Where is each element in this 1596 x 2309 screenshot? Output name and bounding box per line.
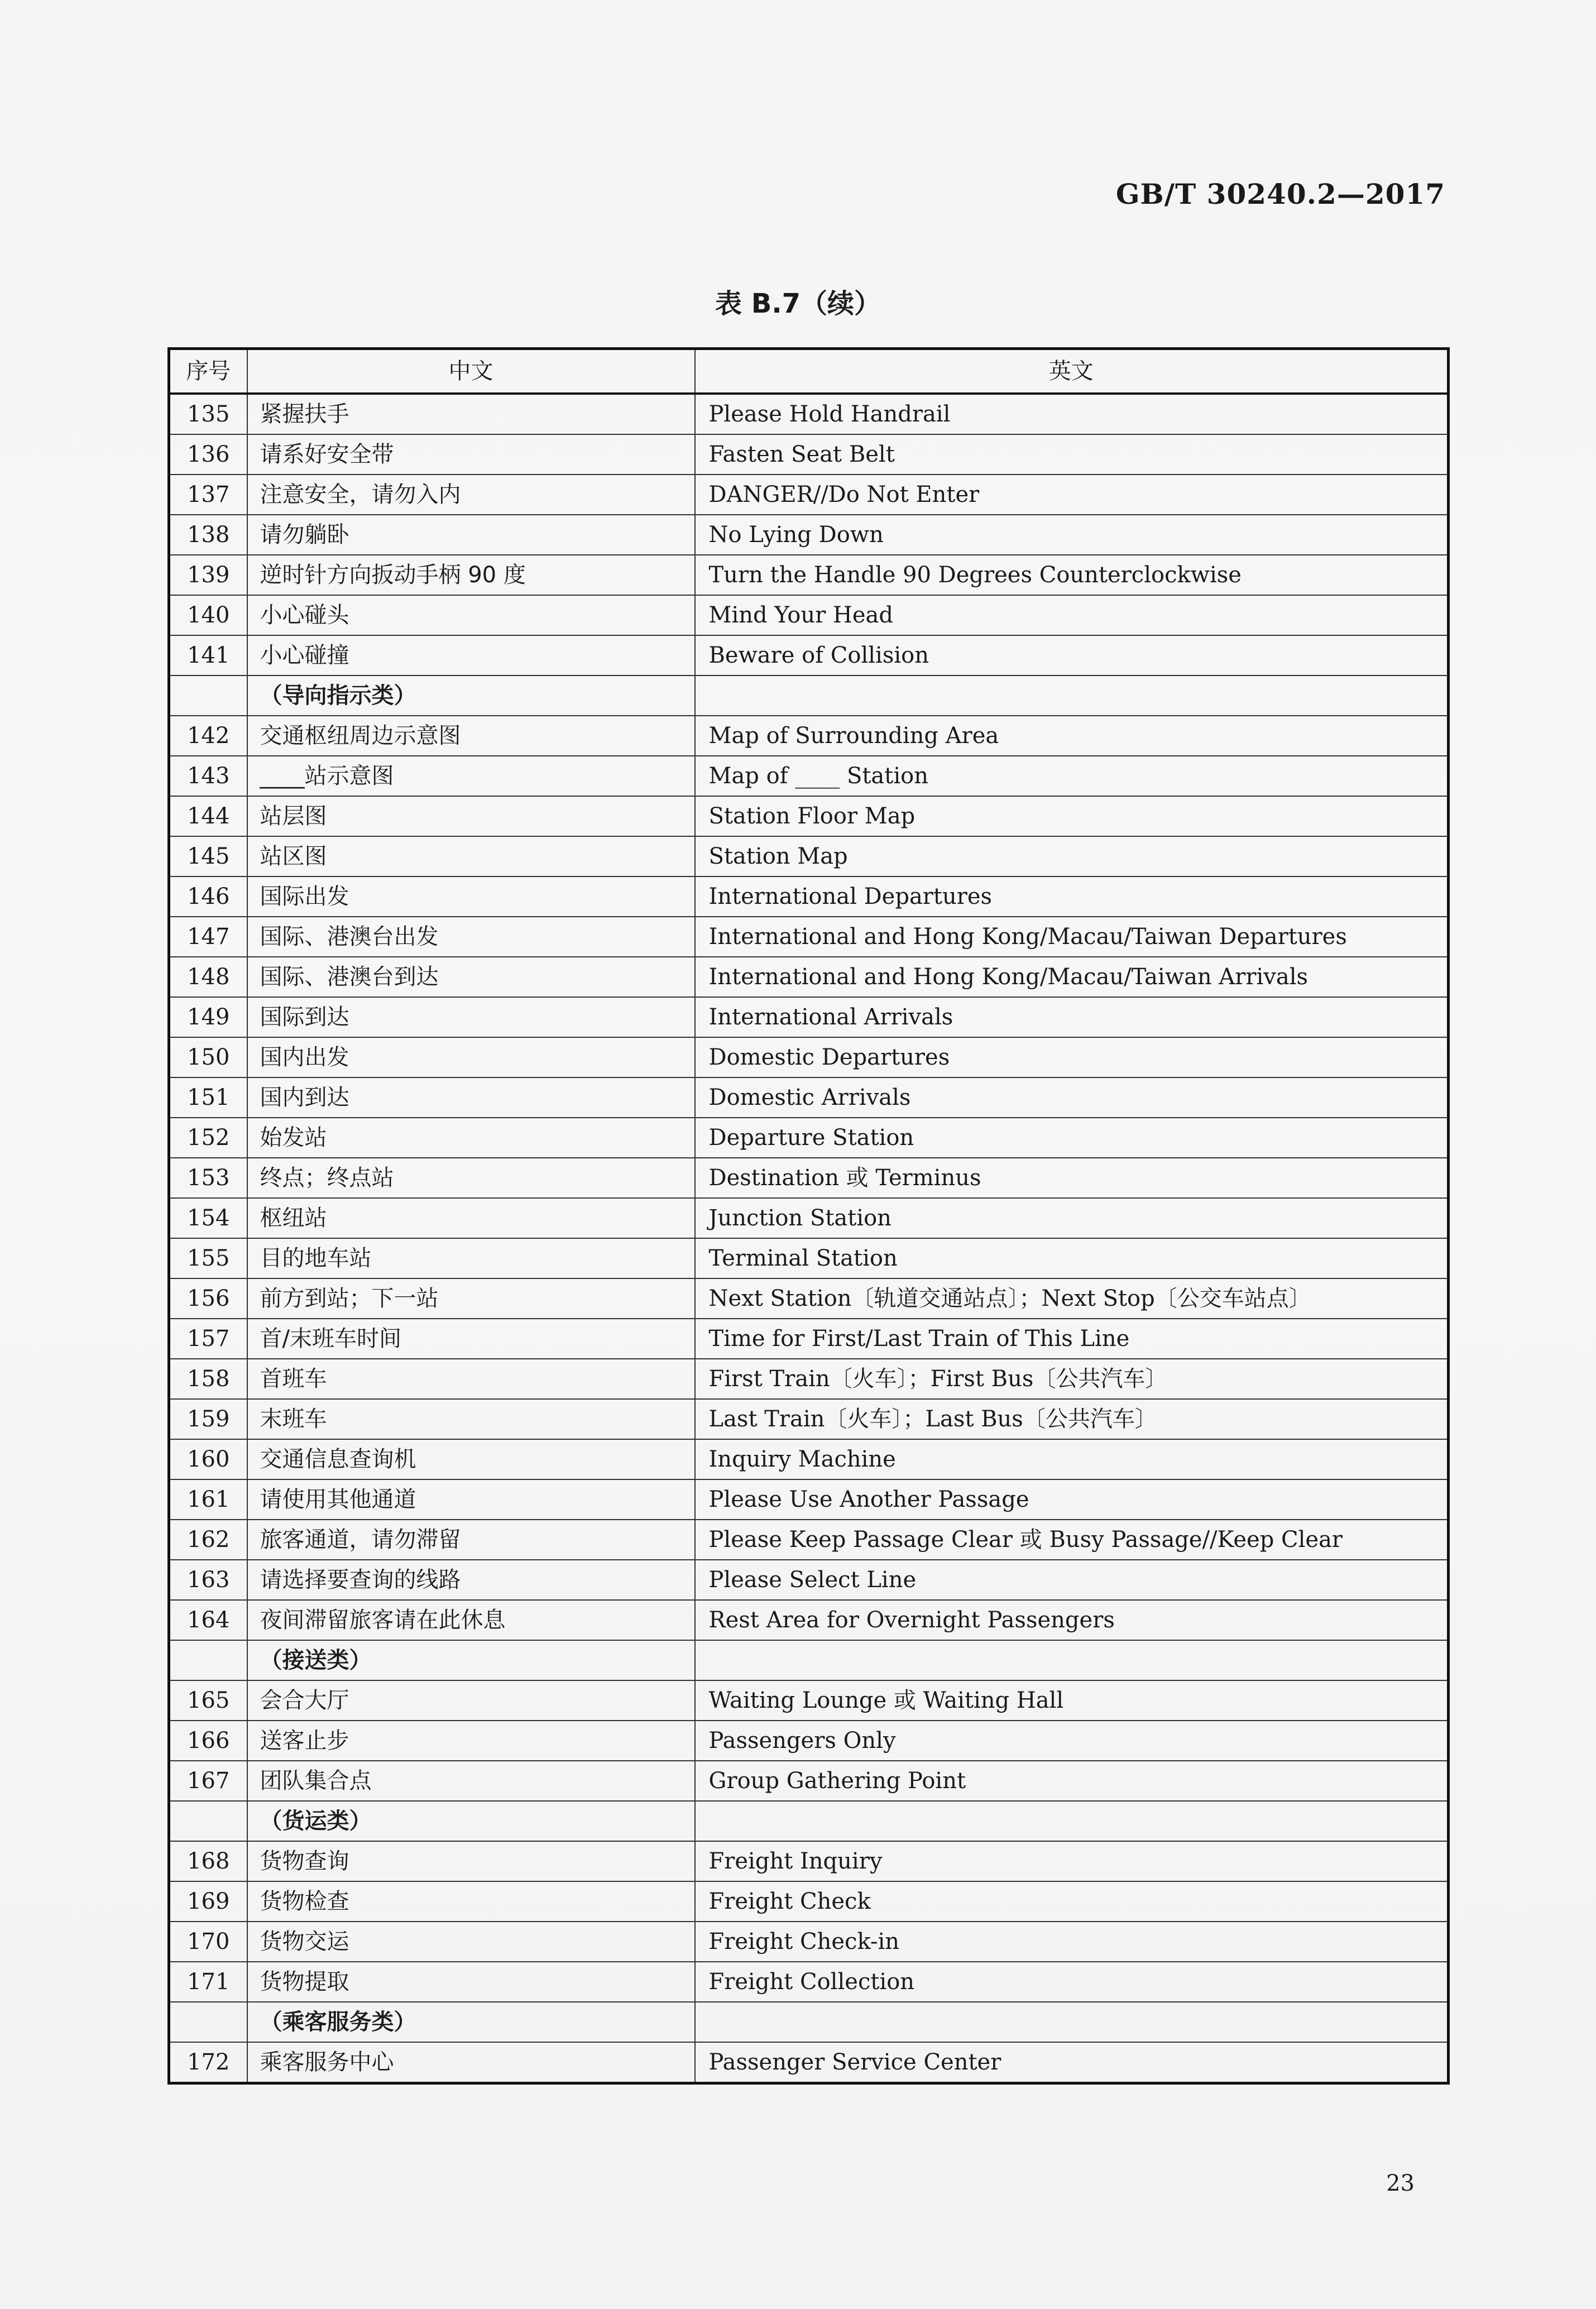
chinese-term-cell: 目的地车站: [247, 1238, 695, 1278]
table-title: 表 B.7（续）: [715, 288, 881, 319]
row-number-cell: 167: [169, 1761, 247, 1801]
row-number-cell: 147: [169, 917, 247, 957]
chinese-term-cell: 前方到站；下一站: [247, 1278, 695, 1319]
table-row: [169, 475, 1449, 515]
table-row: [169, 1841, 1449, 1881]
table-row: [169, 2042, 1449, 2083]
english-term-cell: Map of ____ Station: [695, 756, 1449, 796]
english-term-cell: Rest Area for Overnight Passengers: [695, 1600, 1449, 1640]
table-row: [169, 515, 1449, 555]
row-number-cell: 137: [169, 475, 247, 515]
english-term-cell: Passenger Service Center: [695, 2042, 1449, 2083]
chinese-term-cell: 团队集合点: [247, 1761, 695, 1801]
row-number-cell: 152: [169, 1118, 247, 1158]
chinese-term-cell: 货物查询: [247, 1841, 695, 1881]
english-term-cell: Domestic Arrivals: [695, 1077, 1449, 1118]
row-number-cell: 149: [169, 997, 247, 1037]
table-row: [169, 394, 1449, 434]
table-row: [169, 1399, 1449, 1439]
english-term-cell: [695, 1801, 1449, 1841]
english-term-cell: International and Hong Kong/Macau/Taiwan Arrivals: [695, 957, 1449, 997]
english-term-cell: Freight Check: [695, 1881, 1449, 1922]
header-row: [169, 349, 1449, 394]
chinese-term-cell: 国际出发: [247, 876, 695, 917]
table-row: [169, 595, 1449, 635]
english-term-cell: Please Select Line: [695, 1560, 1449, 1600]
row-number-cell: 165: [169, 1680, 247, 1721]
table-row: [169, 1881, 1449, 1922]
english-term-cell: International Arrivals: [695, 997, 1449, 1037]
english-term-cell: Next Station〔轨道交通站点〕；Next Stop〔公交车站点〕: [695, 1278, 1449, 1319]
english-term-cell: Junction Station: [695, 1198, 1449, 1238]
chinese-term-cell: 终点；终点站: [247, 1158, 695, 1198]
chinese-term-cell: 国际到达: [247, 997, 695, 1037]
table-row: [169, 1319, 1449, 1359]
english-term-cell: Freight Inquiry: [695, 1841, 1449, 1881]
row-number-cell: 172: [169, 2042, 247, 2083]
row-number-cell: 166: [169, 1721, 247, 1761]
chinese-term-cell: 站层图: [247, 796, 695, 836]
english-term-cell: Freight Check-in: [695, 1922, 1449, 1962]
column-header-number: 序号: [169, 349, 247, 394]
category-row: [169, 676, 1449, 716]
row-number-cell: 155: [169, 1238, 247, 1278]
standard-number: GB/T 30240.2—2017: [1115, 178, 1445, 210]
row-number-cell: 145: [169, 836, 247, 876]
table-row: [169, 876, 1449, 917]
english-term-cell: Fasten Seat Belt: [695, 434, 1449, 475]
english-term-cell: Last Train〔火车〕；Last Bus〔公共汽车〕: [695, 1399, 1449, 1439]
chinese-term-cell: 国内到达: [247, 1077, 695, 1118]
chinese-term-cell: 末班车: [247, 1399, 695, 1439]
table-row: [169, 1520, 1449, 1560]
table-body: [169, 394, 1449, 2083]
chinese-term-cell: 送客止步: [247, 1721, 695, 1761]
table-row: [169, 1560, 1449, 1600]
english-term-cell: Turn the Handle 90 Degrees Counterclockwise: [695, 555, 1449, 595]
table-row: [169, 836, 1449, 876]
column-header-english: 英文: [695, 349, 1449, 394]
chinese-term-cell: （乘客服务类）: [247, 2002, 695, 2042]
table-header: [169, 349, 1449, 394]
chinese-term-cell: 货物提取: [247, 1962, 695, 2002]
english-term-cell: Group Gathering Point: [695, 1761, 1449, 1801]
row-number-cell: [169, 2002, 247, 2042]
row-number-cell: 138: [169, 515, 247, 555]
row-number-cell: 151: [169, 1077, 247, 1118]
english-term-cell: Station Floor Map: [695, 796, 1449, 836]
chinese-term-cell: 首/末班车时间: [247, 1319, 695, 1359]
row-number-cell: 159: [169, 1399, 247, 1439]
chinese-term-cell: 枢纽站: [247, 1198, 695, 1238]
row-number-cell: 136: [169, 434, 247, 475]
english-term-cell: Station Map: [695, 836, 1449, 876]
english-term-cell: Destination 或 Terminus: [695, 1158, 1449, 1198]
row-number-cell: 157: [169, 1319, 247, 1359]
english-term-cell: Departure Station: [695, 1118, 1449, 1158]
chinese-term-cell: 请选择要查询的线路: [247, 1560, 695, 1600]
page-number: 23: [1386, 2171, 1415, 2196]
row-number-cell: 169: [169, 1881, 247, 1922]
english-term-cell: Please Use Another Passage: [695, 1479, 1449, 1520]
chinese-term-cell: 国际、港澳台到达: [247, 957, 695, 997]
row-number-cell: 135: [169, 394, 247, 434]
chinese-term-cell: 逆时针方向扳动手柄 90 度: [247, 555, 695, 595]
english-term-cell: [695, 676, 1449, 716]
table-row: [169, 796, 1449, 836]
table-row: [169, 917, 1449, 957]
chinese-term-cell: （接送类）: [247, 1640, 695, 1680]
chinese-term-cell: 货物交运: [247, 1922, 695, 1962]
table-row: [169, 1359, 1449, 1399]
table-row: [169, 1037, 1449, 1077]
table-row: [169, 1238, 1449, 1278]
chinese-term-cell: 请使用其他通道: [247, 1479, 695, 1520]
english-term-cell: Waiting Lounge 或 Waiting Hall: [695, 1680, 1449, 1721]
english-term-cell: International Departures: [695, 876, 1449, 917]
table-row: [169, 1439, 1449, 1479]
row-number-cell: 163: [169, 1560, 247, 1600]
chinese-term-cell: 会合大厅: [247, 1680, 695, 1721]
english-term-cell: Time for First/Last Train of This Line: [695, 1319, 1449, 1359]
chinese-term-cell: 请系好安全带: [247, 434, 695, 475]
table-row: [169, 434, 1449, 475]
chinese-term-cell: 注意安全，请勿入内: [247, 475, 695, 515]
table-row: [169, 1600, 1449, 1640]
english-term-cell: [695, 2002, 1449, 2042]
english-term-cell: Inquiry Machine: [695, 1439, 1449, 1479]
category-row: [169, 1640, 1449, 1680]
english-term-cell: Freight Collection: [695, 1962, 1449, 2002]
table-row: [169, 1118, 1449, 1158]
table-row: [169, 1680, 1449, 1721]
table-row: [169, 716, 1449, 756]
table-row: [169, 1922, 1449, 1962]
row-number-cell: 170: [169, 1922, 247, 1962]
table-row: [169, 997, 1449, 1037]
row-number-cell: 142: [169, 716, 247, 756]
terms-table: [167, 347, 1450, 2085]
row-number-cell: 143: [169, 756, 247, 796]
chinese-term-cell: ____站示意图: [247, 756, 695, 796]
row-number-cell: 171: [169, 1962, 247, 2002]
table-container: [167, 347, 1447, 2085]
row-number-cell: 153: [169, 1158, 247, 1198]
chinese-term-cell: 交通枢纽周边示意图: [247, 716, 695, 756]
table-row: [169, 1198, 1449, 1238]
table-row: [169, 1479, 1449, 1520]
row-number-cell: 144: [169, 796, 247, 836]
table-row: [169, 1278, 1449, 1319]
english-term-cell: Beware of Collision: [695, 635, 1449, 676]
chinese-term-cell: 夜间滞留旅客请在此休息: [247, 1600, 695, 1640]
row-number-cell: 140: [169, 595, 247, 635]
chinese-term-cell: 国内出发: [247, 1037, 695, 1077]
english-term-cell: Domestic Departures: [695, 1037, 1449, 1077]
english-term-cell: Please Keep Passage Clear 或 Busy Passage//Keep Clear: [695, 1520, 1449, 1560]
english-term-cell: Please Hold Handrail: [695, 394, 1449, 434]
chinese-term-cell: 紧握扶手: [247, 394, 695, 434]
row-number-cell: 154: [169, 1198, 247, 1238]
chinese-term-cell: 请勿躺卧: [247, 515, 695, 555]
chinese-term-cell: 国际、港澳台出发: [247, 917, 695, 957]
chinese-term-cell: 站区图: [247, 836, 695, 876]
chinese-term-cell: 小心碰撞: [247, 635, 695, 676]
row-number-cell: 148: [169, 957, 247, 997]
chinese-term-cell: 旅客通道，请勿滞留: [247, 1520, 695, 1560]
table-row: [169, 555, 1449, 595]
chinese-term-cell: 小心碰头: [247, 595, 695, 635]
chinese-term-cell: 乘客服务中心: [247, 2042, 695, 2083]
english-term-cell: First Train〔火车〕；First Bus〔公共汽车〕: [695, 1359, 1449, 1399]
row-number-cell: 161: [169, 1479, 247, 1520]
row-number-cell: [169, 676, 247, 716]
table-row: [169, 1962, 1449, 2002]
table-row: [169, 1721, 1449, 1761]
table-row: [169, 1077, 1449, 1118]
chinese-term-cell: 货物检查: [247, 1881, 695, 1922]
chinese-term-cell: 始发站: [247, 1118, 695, 1158]
row-number-cell: [169, 1640, 247, 1680]
table-row: [169, 957, 1449, 997]
chinese-term-cell: 首班车: [247, 1359, 695, 1399]
row-number-cell: 160: [169, 1439, 247, 1479]
row-number-cell: 168: [169, 1841, 247, 1881]
english-term-cell: Passengers Only: [695, 1721, 1449, 1761]
chinese-term-cell: 交通信息查询机: [247, 1439, 695, 1479]
table-row: [169, 635, 1449, 676]
english-term-cell: International and Hong Kong/Macau/Taiwan Departures: [695, 917, 1449, 957]
category-row: [169, 1801, 1449, 1841]
column-header-chinese: 中文: [247, 349, 695, 394]
english-term-cell: No Lying Down: [695, 515, 1449, 555]
row-number-cell: 164: [169, 1600, 247, 1640]
row-number-cell: 146: [169, 876, 247, 917]
chinese-term-cell: （货运类）: [247, 1801, 695, 1841]
english-term-cell: DANGER//Do Not Enter: [695, 475, 1449, 515]
english-term-cell: Mind Your Head: [695, 595, 1449, 635]
row-number-cell: 156: [169, 1278, 247, 1319]
table-row: [169, 756, 1449, 796]
row-number-cell: 158: [169, 1359, 247, 1399]
category-row: [169, 2002, 1449, 2042]
row-number-cell: 139: [169, 555, 247, 595]
table-row: [169, 1158, 1449, 1198]
english-term-cell: Terminal Station: [695, 1238, 1449, 1278]
row-number-cell: 141: [169, 635, 247, 676]
chinese-term-cell: （导向指示类）: [247, 676, 695, 716]
table-row: [169, 1761, 1449, 1801]
row-number-cell: 150: [169, 1037, 247, 1077]
english-term-cell: Map of Surrounding Area: [695, 716, 1449, 756]
english-term-cell: [695, 1640, 1449, 1680]
row-number-cell: [169, 1801, 247, 1841]
row-number-cell: 162: [169, 1520, 247, 1560]
